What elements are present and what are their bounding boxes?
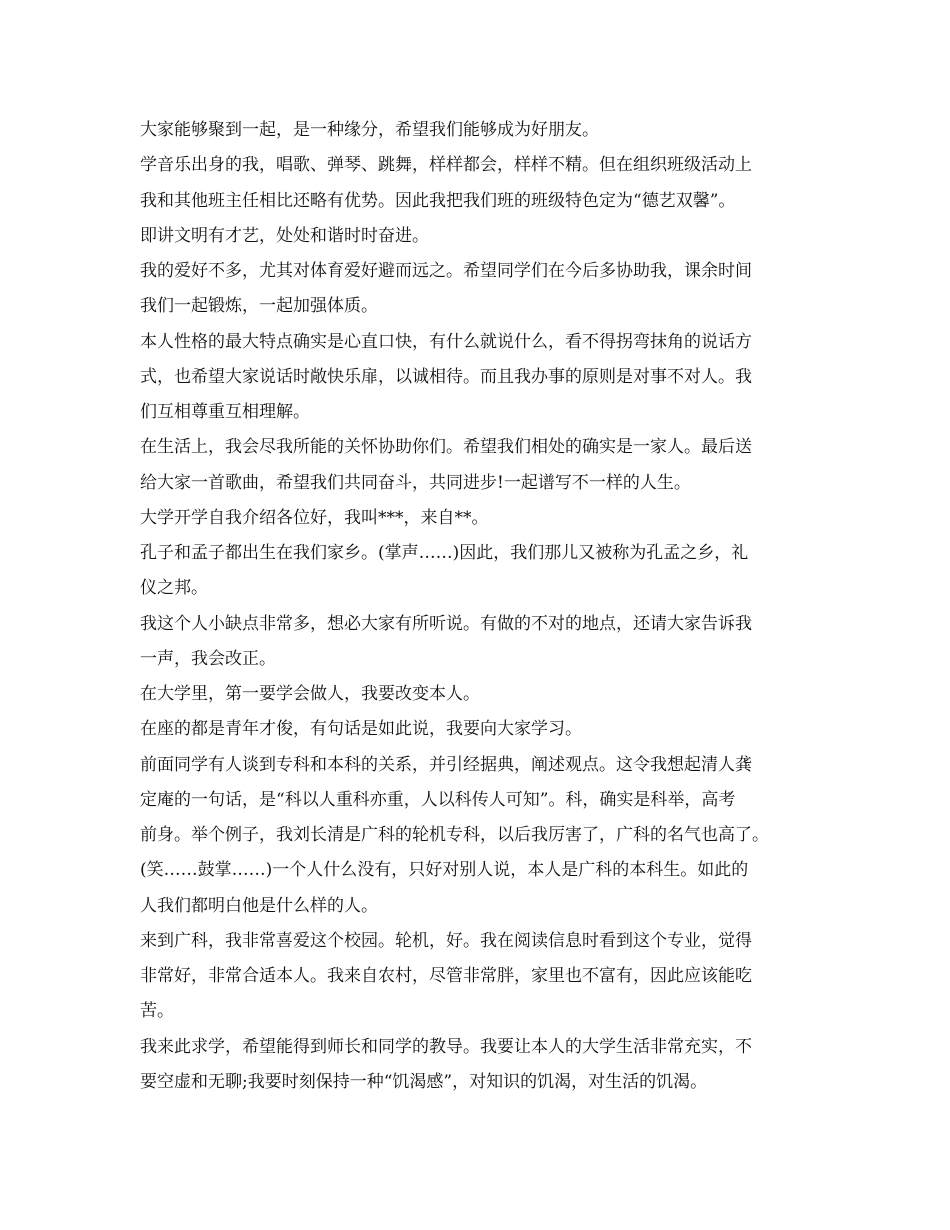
text-line: 非常好，非常合适本人。我来自农村，尽管非常胖，家里也不富有，因此应该能吃 <box>140 966 752 986</box>
text-line: 仪之邦。 <box>140 578 208 599</box>
text-line: 在生活上，我会尽我所能的关怀协助你们。希望我们相处的确实是一家人。最后送 <box>140 437 752 458</box>
text-line: 我和其他班主任相比还略有优势。因此我把我们班的班级特色定为“德艺双馨”。 <box>140 190 736 211</box>
text-line: 即讲文明有才艺，处处和谐时时奋进。 <box>140 225 429 246</box>
text-line: 大学开学自我介绍各位好，我叫***，来自**。 <box>140 507 489 528</box>
text-line: (笑……鼓掌……)一个人什么没有，只好对别人说，本人是广科的本科生。如此的 <box>140 860 749 881</box>
text-line: 苦。 <box>140 1001 174 1022</box>
text-line: 孔子和孟子都出生在我们家乡。(掌声……)因此，我们那儿又被称为孔孟之乡，礼 <box>140 543 749 563</box>
text-line: 式，也希望大家说话时敞快乐扉，以诚相待。而且我办事的原则是对事不对人。我 <box>140 366 752 387</box>
text-line: 人我们都明白他是什么样的人。 <box>140 895 378 916</box>
text-line: 给大家一首歌曲，希望我们共同奋斗，共同进步!一起谱写不一样的人生。 <box>140 472 691 493</box>
text-line: 学音乐出身的我，唱歌、弹琴、跳舞，样样都会，样样不精。但在组织班级活动上 <box>140 155 752 176</box>
text-line: 本人性格的最大特点确实是心直口快，有什么就说什么，看不得拐弯抹角的说话方 <box>140 331 752 352</box>
text-line: 定庵的一句话，是“科以人重科亦重，人以科传人可知”。科，确实是科举，高考 <box>140 789 736 810</box>
document-body <box>140 113 830 1100</box>
text-line: 我这个人小缺点非常多，想必大家有所听说。有做的不对的地点，还请大家告诉我 <box>140 613 752 634</box>
text-line: 我们一起锻炼，一起加强体质。 <box>140 296 378 317</box>
text-line: 前身。举个例子，我刘长清是广科的轮机专科，以后我厉害了，广科的名气也高了。 <box>140 825 769 845</box>
text-line: 一声，我会改正。 <box>140 648 276 669</box>
text-line: 前面同学有人谈到专科和本科的关系，并引经据典，阐述观点。这令我想起清人龚 <box>140 754 752 775</box>
text-line: 在座的都是青年才俊，有句话是如此说，我要向大家学习。 <box>140 719 582 740</box>
text-line: 我来此求学，希望能得到师长和同学的教导。我要让本人的大学生活非常充实，不 <box>140 1036 752 1057</box>
text-line: 们互相尊重互相理解。 <box>140 402 310 422</box>
text-line: 大家能够聚到一起，是一种缘分，希望我们能够成为好朋友。 <box>140 120 599 140</box>
text-line: 要空虚和无聊;我要时刻保持一种“饥渴感”，对知识的饥渴，对生活的饥渴。 <box>140 1071 708 1092</box>
text-line: 在大学里，第一要学会做人，我要改变本人。 <box>140 684 480 704</box>
text-line: 我的爱好不多，尤其对体育爱好避而远之。希望同学们在今后多协助我，课余时间 <box>140 261 752 281</box>
text-line: 来到广科，我非常喜爱这个校园。轮机，好。我在阅读信息时看到这个专业，觉得 <box>140 930 752 951</box>
